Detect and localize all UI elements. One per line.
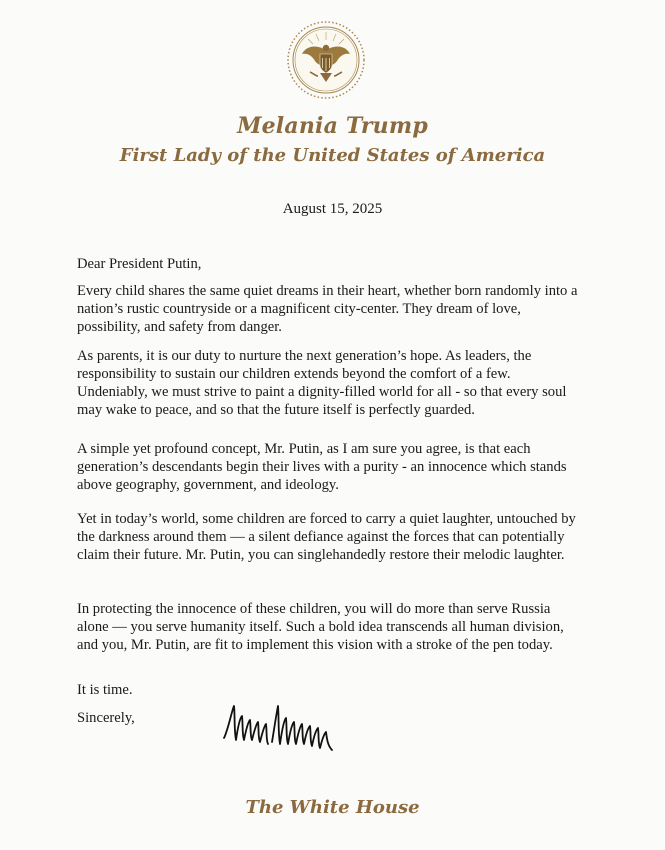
- paragraph-2: As parents, it is our duty to nurture the next generation’s hope. As leaders, the responsibility to sustain our children extends beyond the comfort of a few. Undeniably, we must strive to paint a dignity-filled world for all - so that every soul may wake to peace, and so that the future itself is perfectly guarded.: [77, 348, 567, 418]
- letterhead-title: First Lady of the United States of America: [119, 145, 546, 166]
- salutation: Dear President Putin,: [77, 256, 202, 272]
- handwritten-signature: [222, 700, 346, 758]
- sign-off: Sincerely,: [77, 710, 135, 726]
- presidential-seal-icon: [286, 20, 366, 100]
- paragraph-4: Yet in today’s world, some children are forced to carry a quiet laughter, untouched by the darkness around them — a silent defiance against the forces that can potentially claim their future. Mr. Putin, you can singlehandedly restore their melodic laughter.: [77, 511, 576, 563]
- closing-line: It is time.: [77, 682, 133, 698]
- paragraph-5: In protecting the innocence of these children, you will do more than serve Russia alone — you serve humanity itself. Such a bold idea transcends all human division, and you, Mr. Putin, are fit to implement this vision with a stroke of the pen today.: [77, 601, 564, 653]
- footer-the-white-house: The White House: [245, 797, 420, 818]
- paragraph-3: A simple yet profound concept, Mr. Putin, as I am sure you agree, is that each generation’s descendants begin their lives with a purity - an innocence which stands above geography, government, and ideology.: [77, 441, 567, 493]
- letter-date: August 15, 2025: [282, 201, 383, 217]
- paragraph-1: Every child shares the same quiet dreams in their heart, whether born randomly into a nation’s rustic countryside or a magnificent city-center. They dream of love, possibility, and safety from danger.: [77, 283, 578, 335]
- letterhead-name: Melania Trump: [237, 113, 428, 139]
